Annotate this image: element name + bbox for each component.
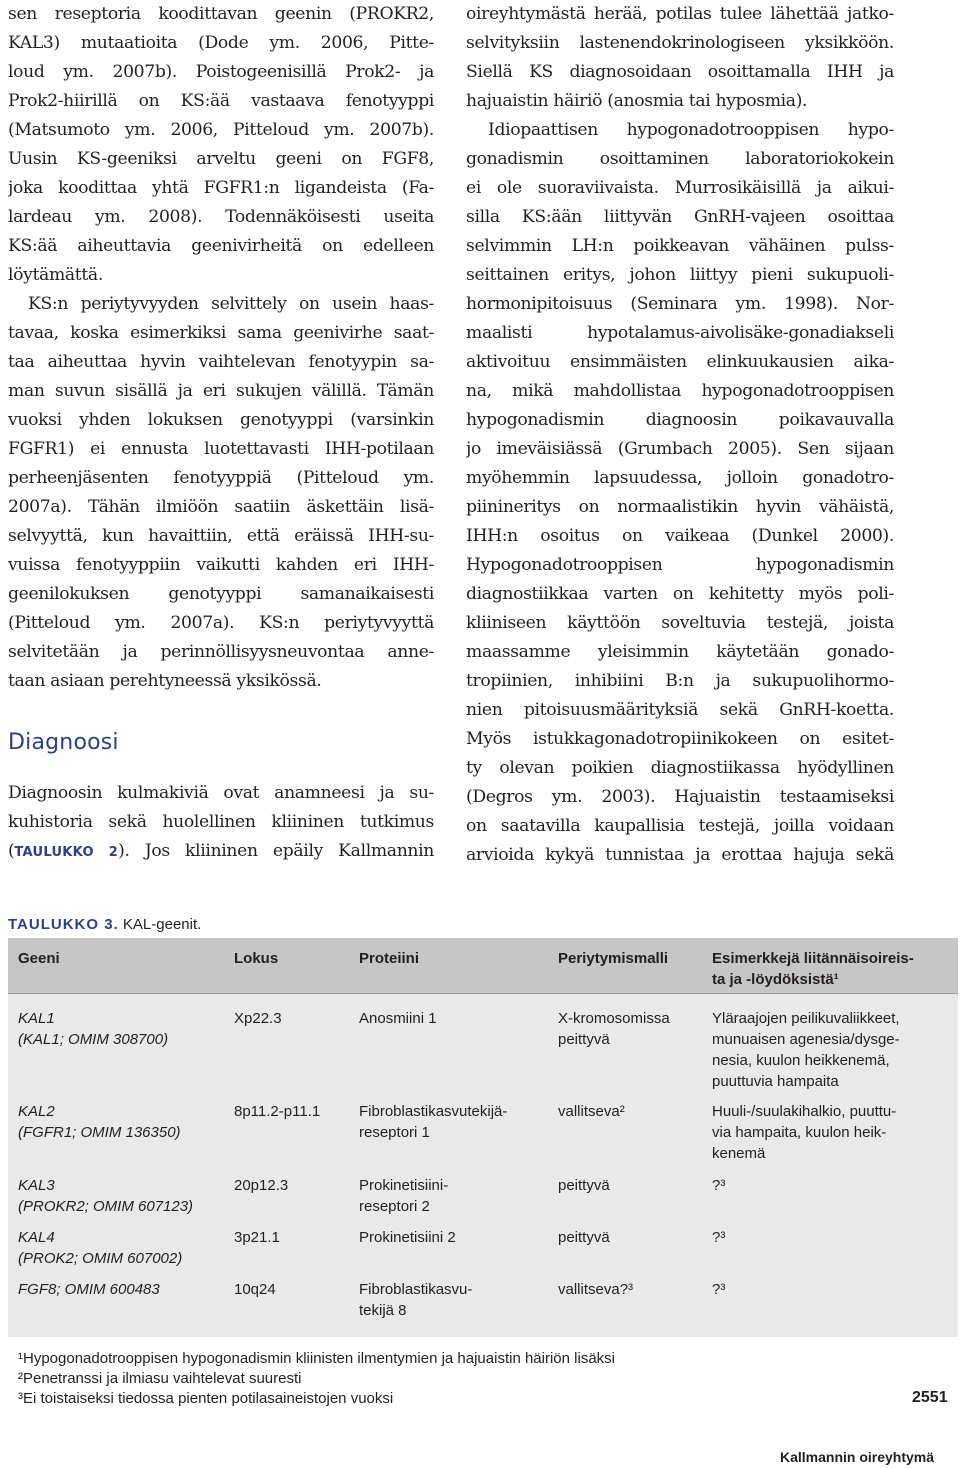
table-caption: KAL-geenit. xyxy=(122,916,202,933)
text-line: hypogonadismin diagnoosin poikavauvalla xyxy=(466,410,894,430)
cell-line: peittyvä xyxy=(558,1031,610,1048)
text-line: arvioida kykyä tunnistaa ja erottaa hajuja sekä xyxy=(466,845,894,865)
kal-genes-table xyxy=(8,938,958,1337)
cell-line: puuttuvia hampaita xyxy=(712,1073,839,1090)
inheritance-cell xyxy=(558,1227,610,1248)
text-line: maalisti hypotalamus-aivolisäke-gonadiakseli xyxy=(466,323,894,343)
table-header-row xyxy=(8,938,958,994)
text-line: Hypogonadotrooppisen hypogonadismin xyxy=(466,555,894,575)
table-label: TAULUKKO 3. xyxy=(8,916,119,933)
gene-name: KAL4 xyxy=(18,1229,55,1246)
text-line: ei ole suoraviivaista. Murrosikäisillä ja aikui- xyxy=(466,178,894,198)
inheritance-cell xyxy=(558,1008,670,1050)
gene-name: KAL2 xyxy=(18,1103,55,1120)
gene-sub: (PROK2; OMIM 607002) xyxy=(18,1250,183,1267)
cell-line: vallitseva?³ xyxy=(558,1281,634,1298)
text-line: taa aiheuttaa hyvin vaihtelevan fenotyypin sa- xyxy=(8,352,434,372)
gene-name: FGF8; OMIM 600483 xyxy=(18,1281,160,1298)
text-line: man suvun sisällä ja eri sukujen välillä. Tämän xyxy=(8,381,434,401)
table-footnote: ³Ei toistaiseksi tiedossa pienten potilasaineistojen vuoksi xyxy=(18,1390,394,1407)
column-header-inheritance: Periytymismalli xyxy=(558,950,669,967)
text-line: gonadismin osoittaminen laboratoriokokein xyxy=(466,149,894,169)
features-cell xyxy=(712,1279,725,1300)
header-line: Esimerkkejä liitännäisoireis- xyxy=(712,950,914,967)
cell-line: reseptori 1 xyxy=(359,1124,430,1141)
text-line: selvityksiin lastenendokrinologiseen yksikköön. xyxy=(466,33,894,53)
cell-line: X-kromosomissa xyxy=(558,1010,670,1027)
inheritance-cell xyxy=(558,1279,633,1300)
text-line: hajuaistin häiriö (anosmia tai hyposmia). xyxy=(466,91,808,111)
text-line: geenilokuksen genotyyppi samanaikaisesti xyxy=(8,584,434,604)
paren-open: ( xyxy=(8,841,15,861)
cell-line: Prokinetisiini- xyxy=(359,1177,449,1194)
column-header-protein: Proteiini xyxy=(359,950,420,967)
locus-cell: 3p21.1 xyxy=(234,1229,280,1246)
cell-line: peittyvä xyxy=(558,1229,610,1246)
text-line: KS:ää aiheuttavia geenivirheitä on edelleen xyxy=(8,236,434,256)
text-line: KAL3) mutaatioita (Dode ym. 2006, Pitte- xyxy=(8,33,434,53)
text-line: hormonipitoisuus (Seminara ym. 1998). Nor- xyxy=(466,294,894,314)
column-header-features xyxy=(712,948,914,990)
text-line: sen reseptoria koodittavan geenin (PROKR2, xyxy=(8,4,434,24)
gene-sub: (KAL1; OMIM 308700) xyxy=(18,1031,169,1048)
cell-line: Fibroblastikasvutekijä- xyxy=(359,1103,508,1120)
protein-cell xyxy=(359,1175,448,1217)
text-line: selvimmin LH:n poikkeavan vähäinen pulss- xyxy=(466,236,894,256)
inheritance-cell xyxy=(558,1101,625,1122)
protein-cell xyxy=(359,1279,472,1321)
text-line: oireyhtymästä herää, potilas tulee lähettää jatko- xyxy=(466,4,894,24)
text-line: myöhemmin lapsuudessa, jolloin gonadotro- xyxy=(466,468,894,488)
cell-line: reseptori 2 xyxy=(359,1198,430,1215)
gene-cell xyxy=(18,1175,193,1217)
text-line: diagnostiikkaa varten on kehitetty myös poli- xyxy=(466,584,894,604)
text-line: tropiinien, inhibiini B:n ja sukupuolihormo- xyxy=(466,671,894,691)
gene-sub: (PROKR2; OMIM 607123) xyxy=(18,1198,194,1215)
table-footnote: ¹Hypogonadotrooppisen hypogonadismin kliinisten ilmentymien ja hajuaistin häiriön lisäksi xyxy=(18,1350,615,1367)
text-line: nien pitoisuusmäärityksiä sekä GnRH-koetta. xyxy=(466,700,894,720)
cell-line: nesia, kuulon heikkenemä, xyxy=(712,1052,890,1069)
text-line: perheenjäsenten fenotyyppiä (Pitteloud ym. xyxy=(8,468,434,488)
text-line: löytämättä. xyxy=(8,265,103,285)
table-title xyxy=(8,916,201,933)
cell-line: via hampaita, kuulon heik- xyxy=(712,1124,887,1141)
cell-line: Anosmiini 1 xyxy=(359,1010,437,1027)
protein-cell xyxy=(359,1008,437,1029)
text-line: Myös istukkagonadotropiinikokeen on esitet- xyxy=(466,729,894,749)
text-fragment: ). Jos kliininen epäily Kallmannin xyxy=(118,841,434,861)
features-cell xyxy=(712,1175,725,1196)
text-line: Diagnoosin kulmakiviä ovat anamneesi ja su- xyxy=(8,783,434,803)
text-line: KS:n periytyvyyden selvittely on usein haas- xyxy=(28,294,434,314)
text-line: taan asiaan perehtyneessä yksikössä. xyxy=(8,671,322,691)
cell-line: ?³ xyxy=(712,1281,726,1298)
table-reference-link[interactable]: TAULUKKO 2 xyxy=(14,845,119,860)
text-line: IHH:n osoitus on vaikeaa (Dunkel 2000). xyxy=(466,526,894,546)
gene-name: KAL1 xyxy=(18,1010,55,1027)
text-line: 2007a). Tähän ilmiöön saatiin äskettäin lisä- xyxy=(8,497,434,517)
text-line: Siellä KS diagnosoidaan osoittamalla IHH ja xyxy=(466,62,894,82)
left-text-column xyxy=(8,0,434,696)
section-heading: Diagnoosi xyxy=(8,730,119,755)
locus-cell: Xp22.3 xyxy=(234,1010,282,1027)
text-line: kuhistoria sekä huolellinen kliininen tutkimus xyxy=(8,812,434,832)
locus-cell: 20p12.3 xyxy=(234,1177,289,1194)
gene-name: KAL3 xyxy=(18,1177,55,1194)
text-line: ty olevan poikien diagnostiikassa hyödyllinen xyxy=(466,758,894,778)
text-line: vuissa fenotyyppiin vaikutti kahden eri IHH- xyxy=(8,555,434,575)
running-footer: Kallmannin oireyhtymä xyxy=(780,1449,935,1465)
diagnosis-paragraph xyxy=(8,779,434,866)
cell-line: vallitseva² xyxy=(558,1103,625,1120)
cell-line: Yläraajojen peilikuvaliikkeet, xyxy=(712,1010,900,1027)
locus-cell: 8p11.2-p11.1 xyxy=(234,1103,321,1120)
right-text-column xyxy=(466,0,894,870)
cell-line: kenemä xyxy=(712,1145,766,1162)
gene-cell xyxy=(18,1227,182,1269)
column-header-gene: Geeni xyxy=(18,950,60,967)
cell-line: tekijä 8 xyxy=(359,1302,407,1319)
protein-cell xyxy=(359,1101,507,1143)
table-footnote: ²Penetranssi ja ilmiasu vaihtelevat suuresti xyxy=(18,1370,302,1387)
inheritance-cell xyxy=(558,1175,610,1196)
gene-cell xyxy=(18,1279,160,1300)
cell-line: peittyvä xyxy=(558,1177,610,1194)
text-line: piinineritys on normaalistikin hyvin vähäistä, xyxy=(466,497,894,517)
text-line: jo imeväisiässä (Grumbach 2005). Sen sijaan xyxy=(466,439,894,459)
text-line: na, mikä mahdollistaa hypogonadotrooppisen xyxy=(466,381,894,401)
text-line xyxy=(8,837,434,866)
gene-cell xyxy=(18,1008,168,1050)
text-line: tavaa, koska esimerkiksi sama geenivirhe saat- xyxy=(8,323,434,343)
cell-line: ?³ xyxy=(712,1229,726,1246)
gene-sub: (FGFR1; OMIM 136350) xyxy=(18,1124,181,1141)
features-cell xyxy=(712,1227,725,1248)
features-cell xyxy=(712,1008,900,1092)
text-line: aktivoituu ensimmäisten elinkuukausien aika- xyxy=(466,352,894,372)
cell-line: Prokinetisiini 2 xyxy=(359,1229,456,1246)
text-line: kliiniseen käyttöön soveltuvia testejä, joista xyxy=(466,613,894,633)
text-line: selvitetään ja perinnöllisyysneuvontaa anne- xyxy=(8,642,434,662)
gene-cell xyxy=(18,1101,181,1143)
text-line: lardeau ym. 2008). Todennäköisesti useita xyxy=(8,207,434,227)
text-line: maassamme yleisimmin käytetään gonado- xyxy=(466,642,894,662)
header-line: ta ja -löydöksistä¹ xyxy=(712,971,839,988)
text-line: joka koodittaa yhtä FGFR1:n ligandeista (Fa- xyxy=(8,178,434,198)
text-line: loud ym. 2007b). Poistogeenisillä Prok2- ja xyxy=(8,62,434,82)
text-line: Prok2-hiirillä on KS:ää vastaava fenotyyppi xyxy=(8,91,434,111)
features-cell xyxy=(712,1101,896,1164)
text-line: Idiopaattisen hypogonadotrooppisen hypo- xyxy=(488,120,894,140)
text-line: seittainen eritys, johon liittyy pieni sukupuoli- xyxy=(466,265,894,285)
text-line: (Degros ym. 2003). Hajuaistin testaamiseksi xyxy=(466,787,894,807)
cell-line: Fibroblastikasvu- xyxy=(359,1281,473,1298)
column-header-locus: Lokus xyxy=(234,950,279,967)
locus-cell: 10q24 xyxy=(234,1281,276,1298)
cell-line: ?³ xyxy=(712,1177,726,1194)
text-line: (Pitteloud ym. 2007a). KS:n periytyvyyttä xyxy=(8,613,434,633)
text-line: vuoksi yhden lokuksen genotyyppi (varsinkin xyxy=(8,410,434,430)
text-line: selvyyttä, kun havaittiin, että eräissä IHH-su- xyxy=(8,526,434,546)
page-number: 2551 xyxy=(912,1389,948,1406)
text-line: on saatavilla kaupallisia testejä, joilla voidaan xyxy=(466,816,894,836)
text-line: silla KS:ään liittyvän GnRH-vajeen osoittaa xyxy=(466,207,894,227)
cell-line: Huuli-/suulakihalkio, puuttu- xyxy=(712,1103,897,1120)
text-line: FGFR1) ei ennusta luotettavasti IHH-potilaan xyxy=(8,439,434,459)
text-line: Uusin KS-geeniksi arveltu geeni on FGF8, xyxy=(8,149,434,169)
cell-line: munuaisen agenesia/dysge- xyxy=(712,1031,900,1048)
text-line: (Matsumoto ym. 2006, Pitteloud ym. 2007b). xyxy=(8,120,434,140)
protein-cell xyxy=(359,1227,456,1248)
